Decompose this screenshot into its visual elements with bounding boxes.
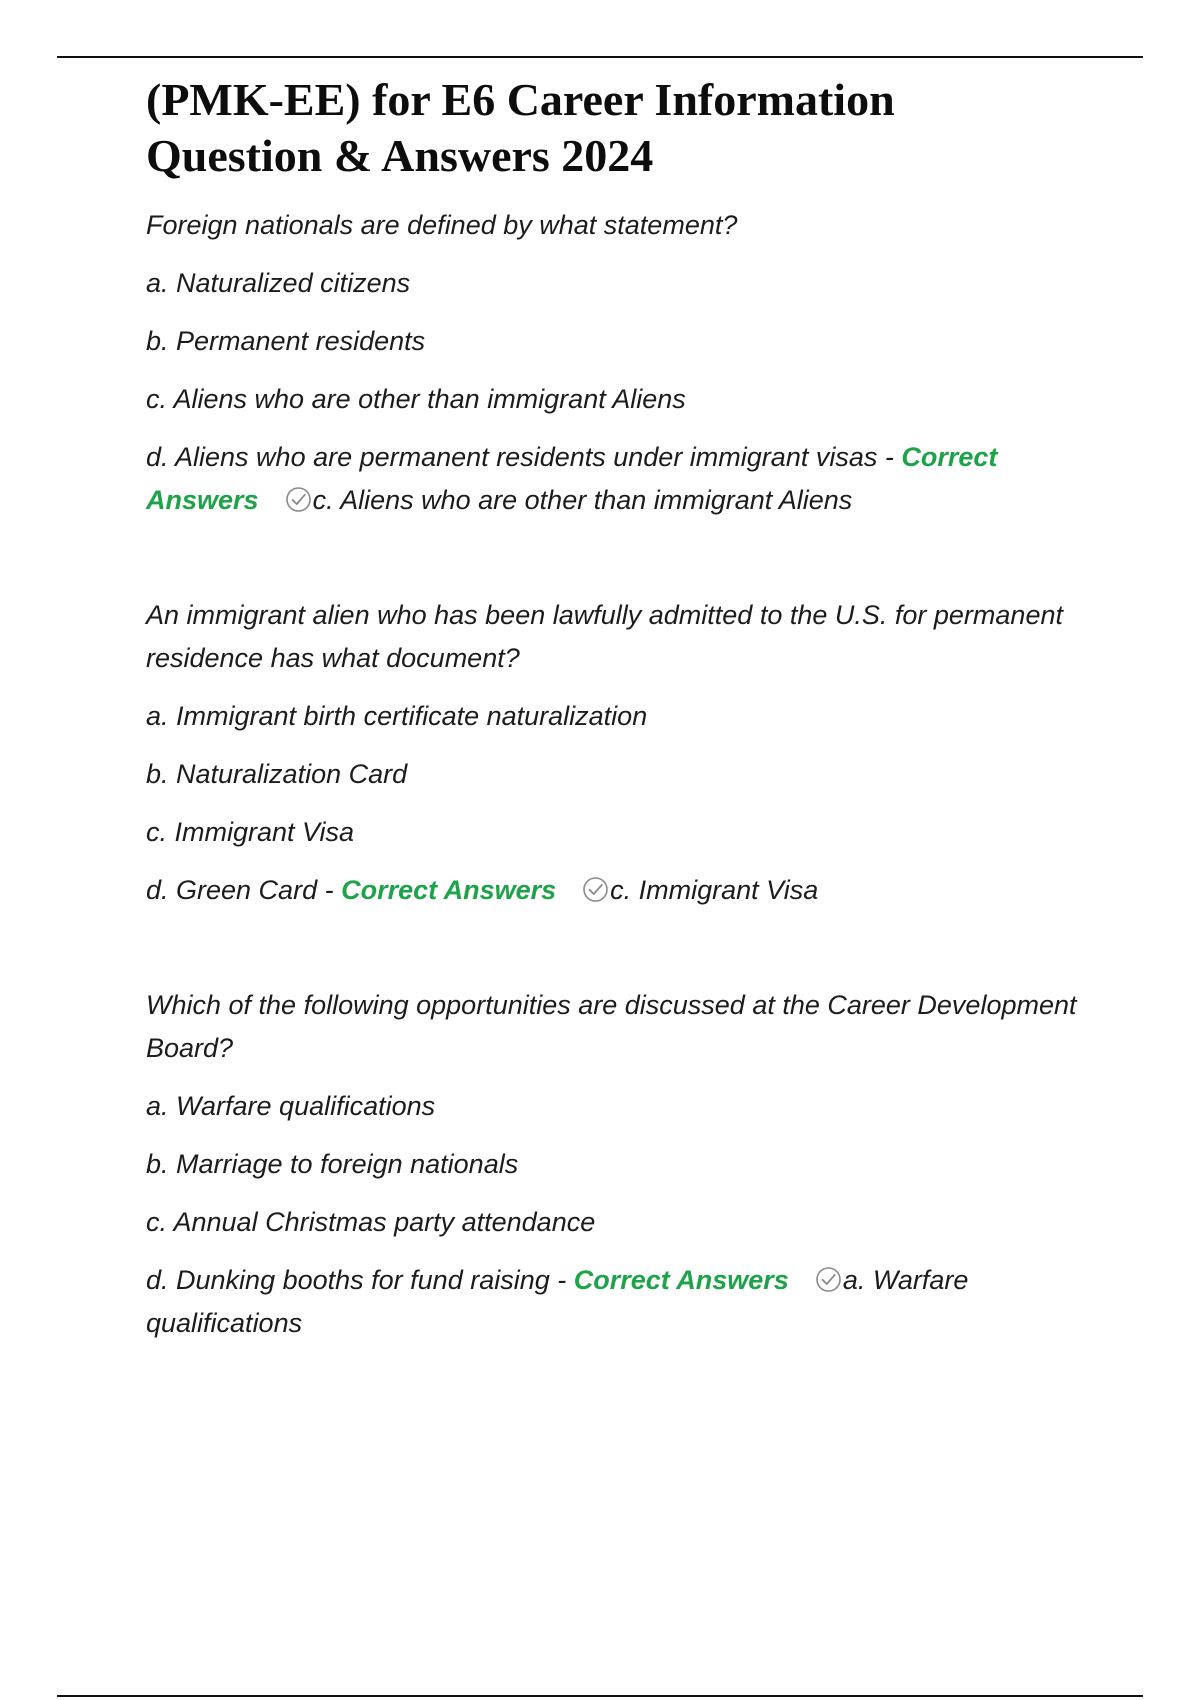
page-title [146,72,1096,184]
option-d-with-answer [146,869,1096,912]
footer-rule [57,1695,1143,1697]
answer-text: c. Aliens who are other than immigrant Aliens [312,485,853,515]
option-c: c. Annual Christmas party attendance [146,1207,596,1237]
question-block [146,984,1096,1345]
correct-answers-label: Correct Answers [146,442,998,515]
question-text: An immigrant alien who has been lawfully admitted to the U.S. for permanent residence has what document? [146,600,1063,673]
title-line-1: (PMK-EE) for E6 Career Information [146,74,895,125]
answer-text: c. Immigrant Visa [610,875,819,905]
correct-answers-label: Correct Answers [341,875,557,905]
option-b: b. Marriage to foreign nationals [146,1149,519,1179]
option-c: c. Aliens who are other than immigrant Aliens [146,384,686,414]
header-rule [57,56,1143,58]
check-circle-icon [285,483,312,510]
option-d: d. Green Card - [146,875,342,905]
option-d-with-answer [146,1259,1096,1345]
option-a: a. Warfare qualifications [146,1091,436,1121]
option-a: a. Immigrant birth certificate naturalization [146,701,648,731]
option-b: b. Naturalization Card [146,759,408,789]
question-block [146,204,1096,522]
title-line-2: Question & Answers 2024 [146,130,654,181]
document-body [146,72,1096,1345]
option-c: c. Immigrant Visa [146,817,355,847]
question-text: Foreign nationals are defined by what statement? [146,210,738,240]
option-d-with-answer [146,436,1096,522]
answer-text: a. Warfare qualifications [146,1265,969,1338]
question-block [146,594,1096,912]
option-a: a. Naturalized citizens [146,268,411,298]
correct-answers-label: Correct Answers [573,1265,789,1295]
option-d: d. Aliens who are permanent residents under immigrant visas - [146,442,902,472]
check-circle-icon [815,1263,842,1290]
option-d: d. Dunking booths for fund raising - [146,1265,574,1295]
check-circle-icon [582,873,609,900]
option-b: b. Permanent residents [146,326,426,356]
question-text: Which of the following opportunities are discussed at the Career Development Board? [146,990,1077,1063]
